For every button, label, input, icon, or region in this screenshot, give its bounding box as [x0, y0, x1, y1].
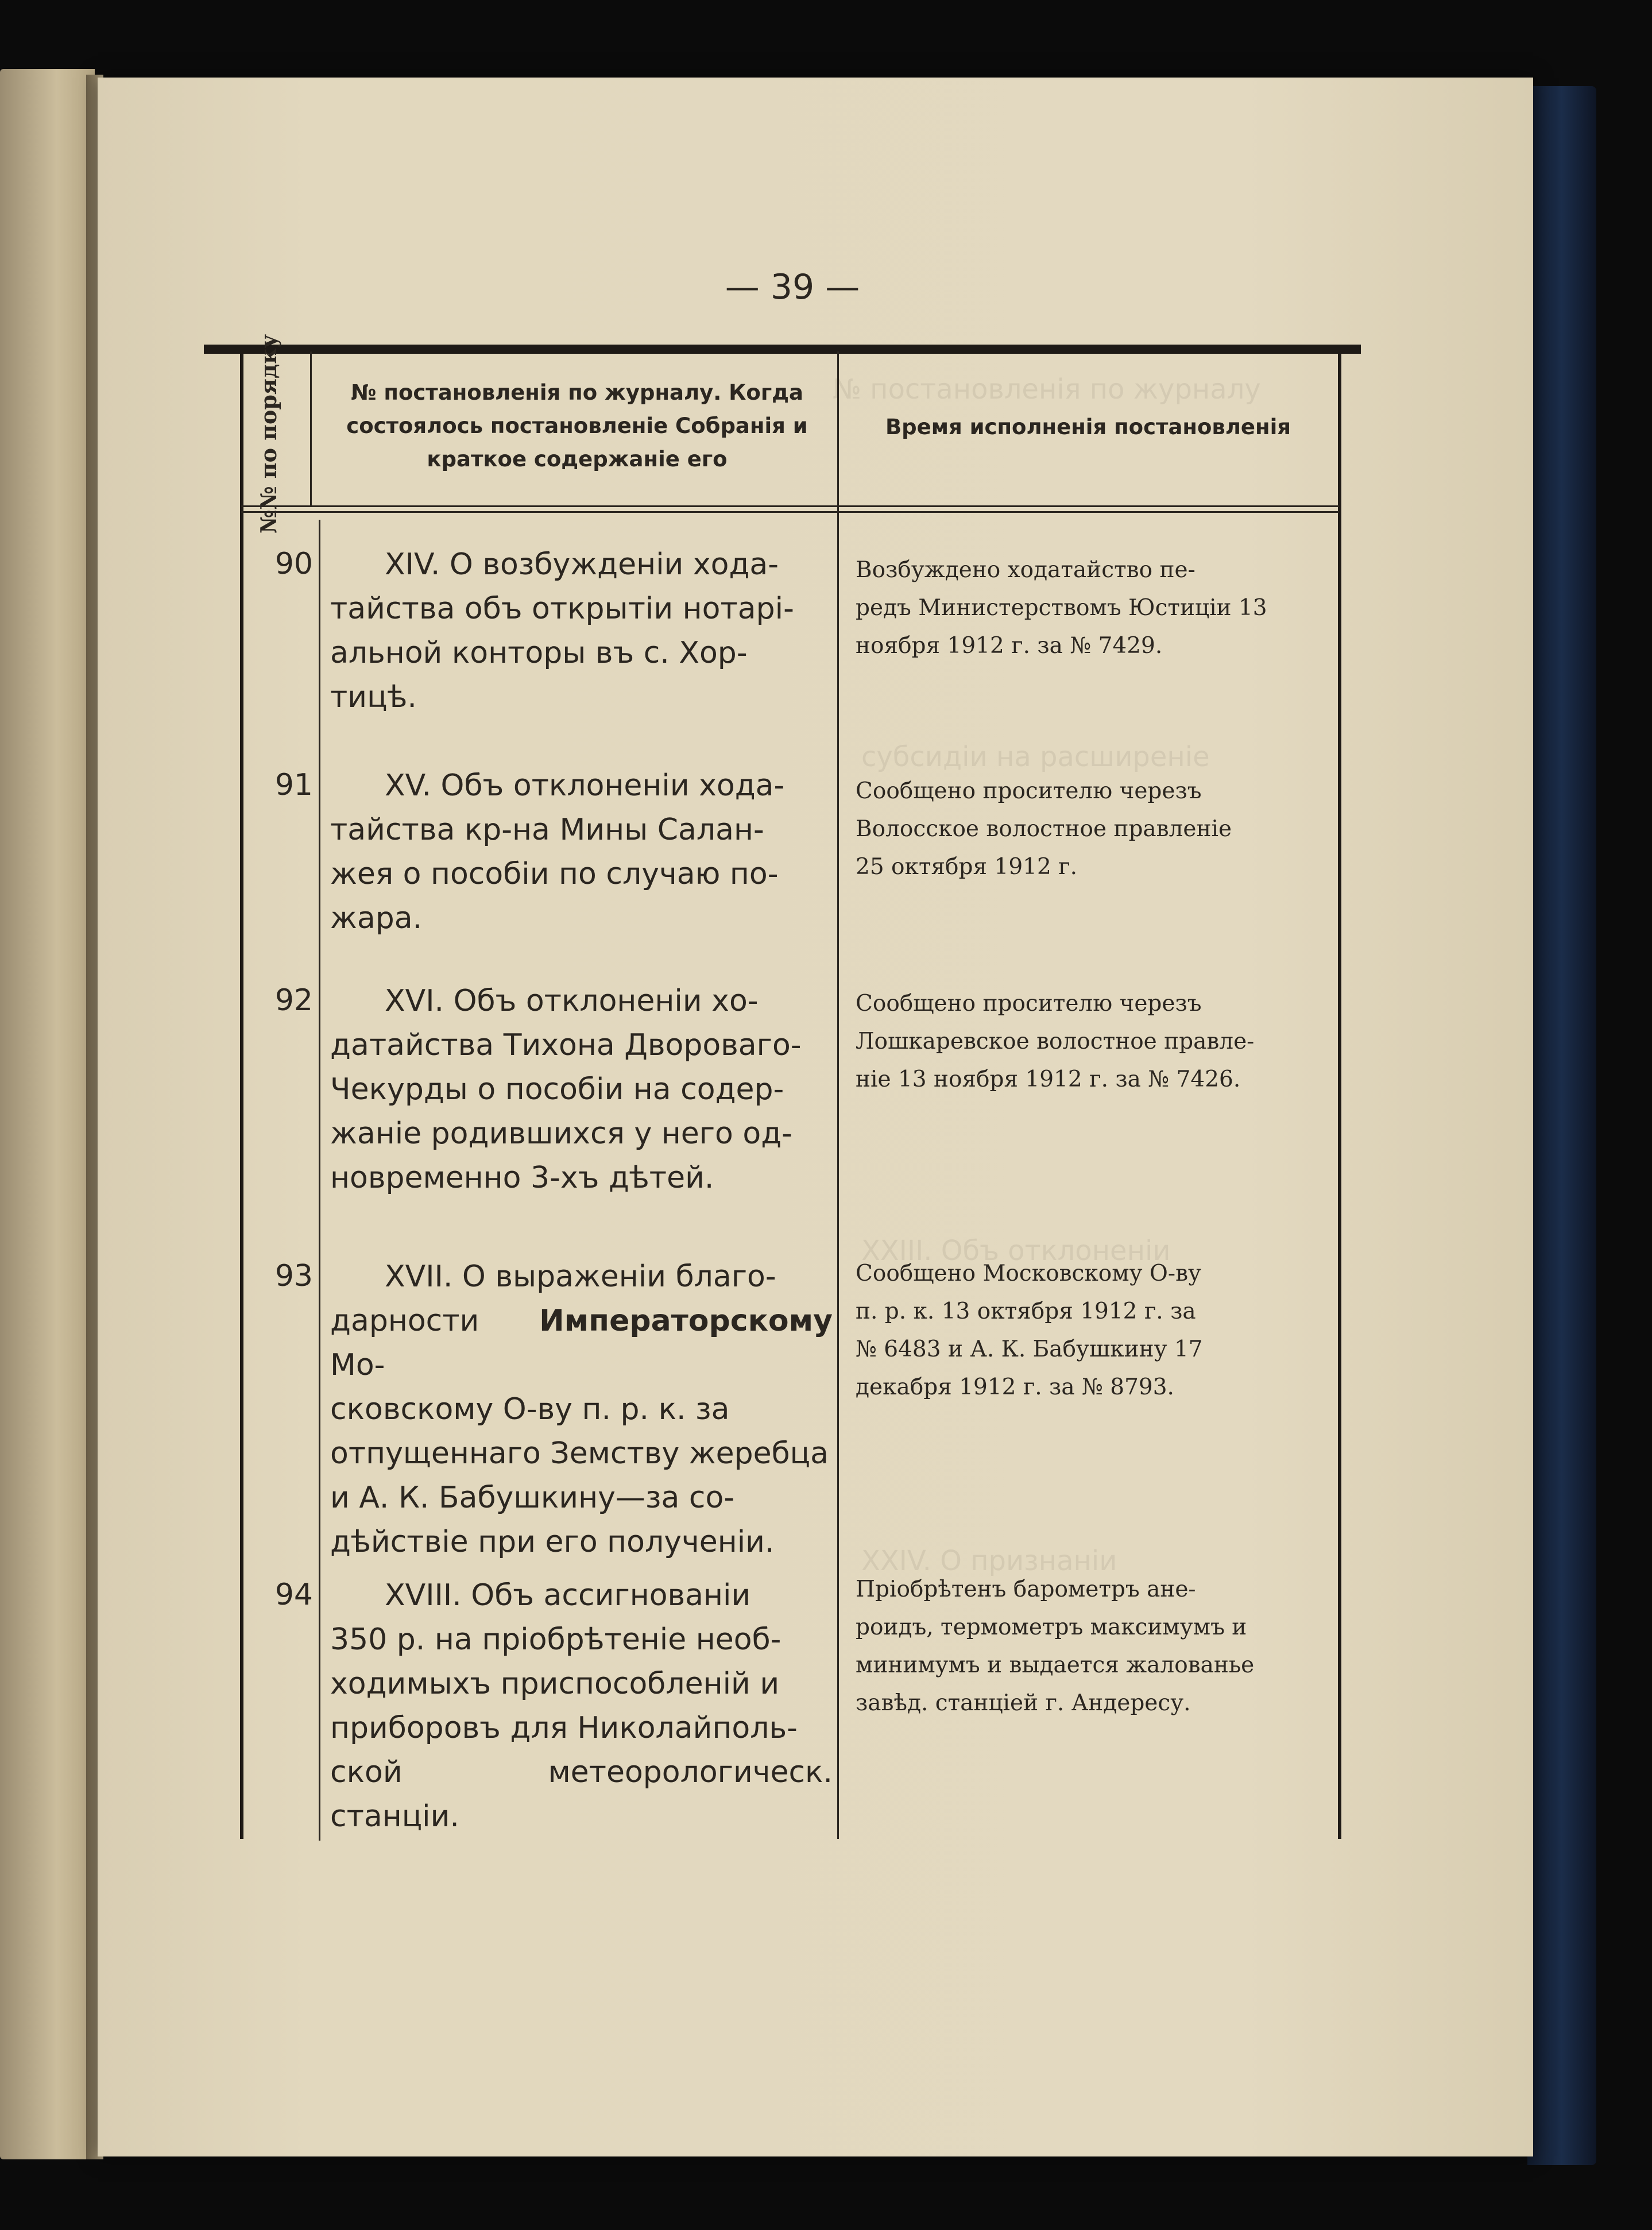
table-top-rule — [204, 345, 1361, 354]
row-execution: Пріобрѣтенъ барометръ ане- роидъ, термометръ максимумъ и минимумъ и выдается жалованье завѣд. станціей г. Андересу. — [856, 1576, 1255, 1716]
row-resolution — [330, 764, 833, 941]
row-resolution-rest: датайства Тихона Двороваго- Чекурды о пособіи на содер- жаніе родившихся у него од- новременно 3-хъ дѣтей. — [330, 1028, 802, 1195]
header-number-column — [241, 334, 296, 534]
row-resolution-lead: XVI. Объ отклоненіи хо- — [385, 984, 759, 1018]
row-number: 94 — [274, 1578, 313, 1612]
column-divider — [310, 351, 312, 507]
book-cover-edge — [1527, 86, 1596, 2165]
row-resolution-lead: XVII. О выраженіи благо- — [385, 1259, 776, 1294]
row-execution: Сообщено просителю черезъ Лошкаревское волостное правле- ніе 13 ноября 1912 г. за № 7426. — [856, 991, 1255, 1092]
column-divider — [837, 351, 839, 1839]
left-page-edge — [0, 69, 95, 2159]
column-divider — [319, 520, 320, 1841]
header-number-label: №№ по порядку — [256, 334, 281, 534]
row-resolution — [330, 543, 833, 720]
row-resolution-lead: XVIII. Объ ассигнованіи — [385, 1578, 751, 1613]
row-number: 90 — [274, 547, 313, 581]
table-right-border — [1338, 351, 1341, 1839]
row-resolution-rest: тайства объ открытіи нотарі- альной конторы въ с. Хор- тицѣ. — [330, 592, 794, 714]
row-resolution-rest: Мо- сковскому О-ву п. р. к. за отпущеннаго Земству жеребца и А. К. Бабушкину—за со- дѣйствіе при его полученіи. — [330, 1348, 829, 1559]
row-execution: Сообщено просителю черезъ Волосское волостное правленіе 25 октября 1912 г. — [856, 778, 1232, 880]
row-resolution — [330, 979, 833, 1200]
row-resolution-rest: 350 р. на пріобрѣтеніе необ- ходимыхъ приспособленій и приборовъ для Николайполь- ской метеорологическ. станціи. — [330, 1622, 833, 1834]
row-resolution-lead: XIV. О возбужденіи хода- — [385, 547, 779, 582]
row-execution: Возбуждено ходатайство пе- редъ Министерствомъ Юстиціи 13 ноября 1912 г. за № 7429. — [856, 557, 1267, 659]
header-rule — [241, 505, 1339, 507]
row-resolution-pre: дарности — [330, 1304, 540, 1338]
header-resolution: № постановленія по журналу. Когда состоялось постановленіе Собранія и краткое содержаніе его — [346, 380, 808, 471]
header-rule — [241, 511, 1339, 513]
page-number: — 39 — — [725, 267, 860, 307]
row-resolution-rest: тайства кр-на Мины Салан- жея о пособіи по случаю по- жара. — [330, 813, 779, 936]
row-resolution-lead: XV. Объ отклоненіи хода- — [385, 768, 785, 803]
table-left-border — [240, 351, 243, 1839]
row-execution: Сообщено Московскому О-ву п. р. к. 13 октября 1912 г. за № 6483 и А. К. Бабушкину 17 декабря 1912 г. за № 8793. — [856, 1261, 1203, 1400]
row-resolution — [330, 1574, 833, 1839]
row-resolution — [330, 1255, 833, 1564]
header-execution: Время исполненія постановленія — [885, 415, 1291, 439]
row-number: 93 — [274, 1259, 313, 1293]
row-number: 91 — [274, 768, 313, 802]
row-resolution-emphasis: Императорскому — [539, 1304, 833, 1338]
row-number: 92 — [274, 983, 313, 1018]
